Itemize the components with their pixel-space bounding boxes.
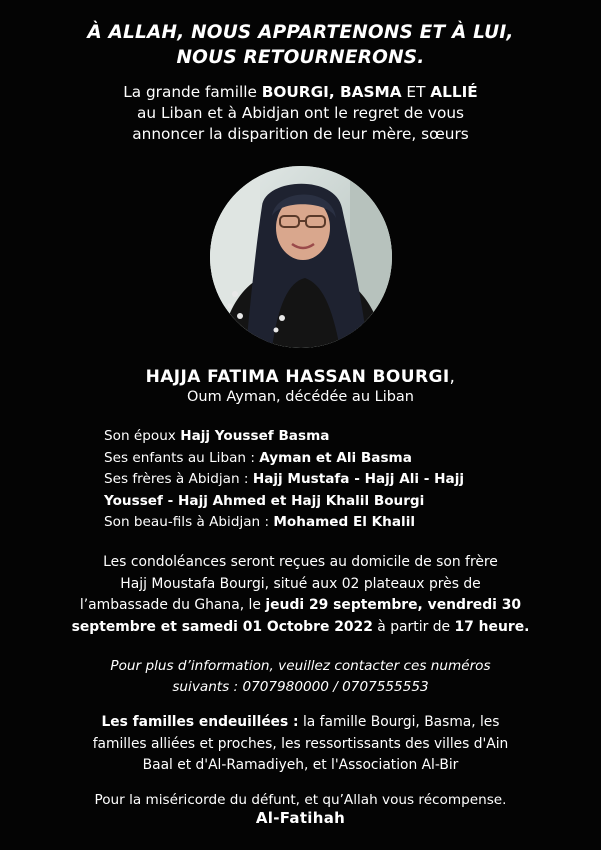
brothers-row bbox=[104, 469, 544, 491]
intro-family-names: BOURGI, BASMA bbox=[261, 83, 402, 101]
brothers-label: Ses frères à Abidjan : bbox=[104, 471, 253, 487]
deceased-name bbox=[0, 366, 601, 388]
brothers-names-1: Hajj Mustafa - Hajj Ali - Hajj bbox=[252, 471, 465, 487]
condolences-time: 17 heure. bbox=[454, 618, 530, 635]
spouse-label: Son époux bbox=[104, 428, 181, 444]
contact-info bbox=[0, 656, 601, 698]
mourning-families bbox=[0, 712, 601, 777]
condolences-line-3 bbox=[0, 595, 601, 617]
condolences-line-1: Les condoléances seront reçues au domicile de son frère bbox=[103, 554, 498, 570]
children-row bbox=[104, 448, 544, 470]
mourning-line-3: Baal et d'Al-Ramadiyeh, et l'Association Al-Bir bbox=[142, 757, 459, 773]
contact-line-1: Pour plus d’information, veuillez contacter ces numéros bbox=[110, 658, 491, 674]
contact-line-2: suivants : 0707980000 / 0707555553 bbox=[172, 679, 429, 695]
brothers-names-2: Youssef - Hajj Ahmed et Hajj Khalil Bourgi bbox=[104, 492, 425, 509]
children-label: Ses enfants au Liban : bbox=[104, 449, 260, 466]
deceased-full-name: HAJJA FATIMA HASSAN BOURGI bbox=[145, 367, 450, 387]
condolences-line-2: Hajj Moustafa Bourgi, situé aux 02 plateaux près de bbox=[120, 575, 481, 592]
closing-blessing: Pour la miséricorde du défunt, et qu’Allah vous récompense. bbox=[94, 792, 507, 808]
condolences-dates-1: jeudi 29 septembre, vendredi 30 bbox=[265, 597, 522, 613]
deceased-name-comma: , bbox=[449, 367, 456, 387]
mourning-families-list: la famille Bourgi, Basma, les bbox=[298, 714, 500, 730]
family-list bbox=[104, 426, 544, 534]
religious-heading bbox=[0, 20, 601, 70]
mourning-line-2: familles alliées et proches, les ressortissants des villes d'Ain bbox=[92, 735, 509, 752]
announcement-intro bbox=[0, 82, 601, 145]
portrait-illustration bbox=[210, 166, 392, 348]
intro-line-1 bbox=[0, 82, 601, 103]
intro-line-2: au Liban et à Abidjan ont le regret de vous bbox=[137, 104, 464, 122]
spouse-name: Hajj Youssef Basma bbox=[180, 428, 330, 444]
heading-line-1: À ALLAH, NOUS APPARTENONS ET À LUI, bbox=[87, 22, 514, 43]
soninlaw-row bbox=[104, 512, 544, 534]
deceased-portrait bbox=[210, 166, 392, 348]
mourning-label: Les familles endeuillées : bbox=[101, 714, 299, 730]
brothers-row-continued bbox=[104, 491, 544, 513]
spouse-row bbox=[104, 426, 544, 448]
condolences-from: à partir de bbox=[372, 618, 455, 635]
intro-prefix: La grande famille bbox=[123, 83, 262, 101]
heading-line-2: NOUS RETOURNERONS. bbox=[176, 47, 425, 68]
deceased-subtitle: Oum Ayman, décédée au Liban bbox=[186, 389, 414, 405]
soninlaw-name: Mohamed El Khalil bbox=[273, 514, 416, 530]
children-names: Ayman et Ali Basma bbox=[259, 449, 412, 466]
condolences-dates-2: septembre et samedi 01 Octobre 2022 bbox=[71, 618, 373, 635]
condolences-embassy: l’ambassade du Ghana, le bbox=[79, 597, 266, 613]
intro-line-3: annoncer la disparition de leur mère, sœurs bbox=[132, 125, 469, 143]
closing-prayer: Al-Fatihah bbox=[255, 809, 346, 827]
condolences-line-4 bbox=[0, 617, 601, 639]
soninlaw-label: Son beau-fils à Abidjan : bbox=[104, 514, 274, 530]
mourning-line-1 bbox=[0, 712, 601, 734]
intro-family-name-2: ALLIÉ bbox=[430, 83, 478, 101]
condolences-paragraph bbox=[0, 552, 601, 638]
intro-connector: ET bbox=[401, 83, 431, 101]
